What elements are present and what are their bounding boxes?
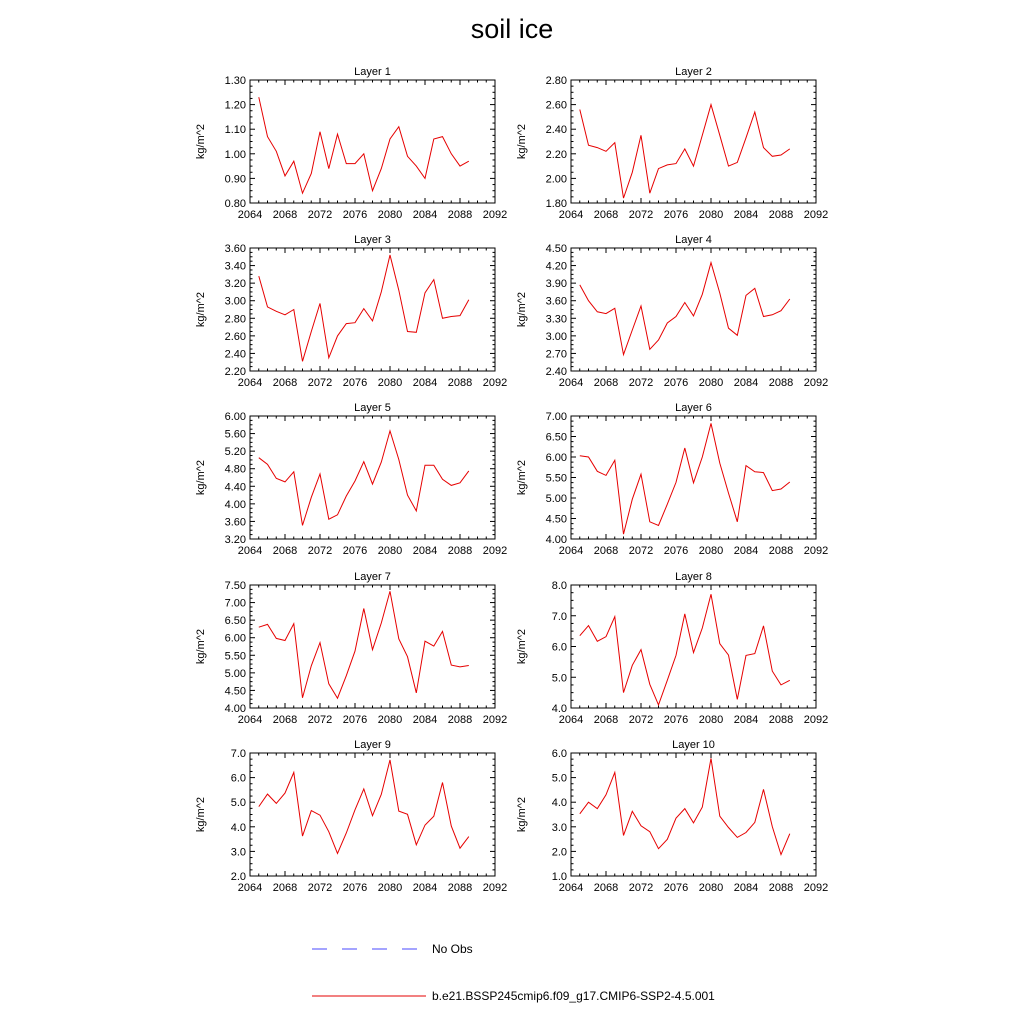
- layer-7-ytick-label: 6.00: [224, 632, 246, 645]
- layer-3-xtick-label: 2076: [342, 377, 368, 389]
- layer-4-ytick-label: 3.60: [545, 295, 567, 308]
- layer-4-xtick-label: 2072: [628, 377, 654, 389]
- layer-7-xtick-label: 2072: [307, 714, 333, 726]
- layer-1-xtick-label: 2064: [237, 209, 263, 221]
- layer-7-xtick-label: 2092: [482, 714, 508, 726]
- layer-10-xtick-label: 2088: [768, 882, 794, 894]
- layer-9-ytick-label: 7.0: [230, 748, 246, 760]
- layer-9-ytick-label: 2.0: [230, 871, 246, 883]
- layer-3-ytick-label: 3.00: [224, 295, 246, 308]
- layer-5-ylabel: kg/m^2: [195, 459, 207, 496]
- layer-4-title: Layer 4: [675, 234, 712, 246]
- layer-10-xtick-label: 2092: [803, 882, 829, 894]
- layer-1-xtick-label: 2068: [272, 209, 298, 221]
- layer-5-xtick-label: 2068: [272, 545, 298, 557]
- layer-7-xtick-label: 2076: [342, 714, 368, 726]
- layer-1-ytick-label: 1.20: [224, 99, 246, 112]
- layer-7-ytick-label: 4.00: [224, 703, 246, 715]
- layer-3-ytick-label: 2.80: [224, 313, 246, 326]
- layer-2-ytick-label: 2.80: [545, 75, 567, 87]
- layer-10-ytick-label: 6.0: [551, 748, 567, 760]
- layer-10-ytick-label: 1.0: [551, 871, 567, 883]
- layer-3-xtick-label: 2084: [412, 377, 438, 389]
- layer-6-xtick-label: 2076: [663, 545, 689, 557]
- layer-2-title: Layer 2: [675, 66, 712, 78]
- layer-7-xtick-label: 2068: [272, 714, 298, 726]
- layer-2-xtick-label: 2072: [628, 209, 654, 221]
- layer-6-xtick-label: 2064: [558, 545, 584, 557]
- layer-1-xtick-label: 2080: [377, 209, 403, 221]
- layer-7-xtick-label: 2084: [412, 714, 438, 726]
- layer-6-xtick-label: 2088: [768, 545, 794, 557]
- layer-8-ytick-label: 4.0: [551, 703, 567, 715]
- layer-9-ytick-label: 4.0: [230, 821, 246, 834]
- legend-obs-label: No Obs: [432, 942, 473, 956]
- layer-1-ylabel: kg/m^2: [195, 123, 207, 160]
- layer-5-ytick-label: 5.20: [224, 446, 246, 459]
- layer-9-xtick-label: 2088: [447, 882, 473, 894]
- layer-7-xtick-label: 2064: [237, 714, 263, 726]
- layer-7-xtick-label: 2088: [447, 714, 473, 726]
- layer-8-ytick-label: 7.0: [551, 610, 567, 623]
- layer-2-xtick-label: 2084: [733, 209, 759, 221]
- layer-10-ytick-label: 3.0: [551, 821, 567, 834]
- layer-8-ytick-label: 5.0: [551, 672, 567, 685]
- layer-7-title: Layer 7: [354, 571, 391, 583]
- layer-4-ylabel: kg/m^2: [516, 291, 528, 328]
- layer-3-ytick-label: 3.20: [224, 278, 246, 291]
- layer-4-xtick-label: 2068: [593, 377, 619, 389]
- layer-1-ytick-label: 1.10: [224, 124, 246, 137]
- layer-5-ytick-label: 4.40: [224, 481, 246, 494]
- layer-2-ylabel: kg/m^2: [516, 123, 528, 160]
- layer-5-xtick-label: 2064: [237, 545, 263, 557]
- layer-10-xtick-label: 2072: [628, 882, 654, 894]
- layer-9-xtick-label: 2068: [272, 882, 298, 894]
- layer-9-ytick-label: 3.0: [230, 846, 246, 859]
- layer-8-ytick-label: 6.0: [551, 641, 567, 654]
- layer-3-ylabel: kg/m^2: [195, 291, 207, 328]
- layer-9-ylabel: kg/m^2: [195, 796, 207, 833]
- layer-2-ytick-label: 2.00: [545, 173, 567, 186]
- layer-1-xtick-label: 2084: [412, 209, 438, 221]
- layer-5-xtick-label: 2084: [412, 545, 438, 557]
- layer-10-xtick-label: 2084: [733, 882, 759, 894]
- layer-4-xtick-label: 2080: [698, 377, 724, 389]
- layer-5-xtick-label: 2088: [447, 545, 473, 557]
- layer-4-xtick-label: 2064: [558, 377, 584, 389]
- layer-6-xtick-label: 2068: [593, 545, 619, 557]
- layer-1-title: Layer 1: [354, 66, 391, 78]
- layer-2-xtick-label: 2076: [663, 209, 689, 221]
- layer-9-ytick-label: 5.0: [230, 797, 246, 810]
- layer-6-ytick-label: 4.00: [545, 534, 567, 546]
- layer-3-xtick-label: 2068: [272, 377, 298, 389]
- layer-2-xtick-label: 2092: [803, 209, 829, 221]
- layer-3-ytick-label: 2.60: [224, 330, 246, 343]
- layer-5-ytick-label: 3.60: [224, 516, 246, 529]
- layer-8-title: Layer 8: [675, 571, 712, 583]
- chart-title: soil ice: [470, 14, 554, 44]
- layer-6-ytick-label: 5.00: [545, 493, 567, 505]
- layer-8-ytick-label: 8.0: [551, 580, 567, 592]
- layer-6-ytick-label: 4.50: [545, 513, 567, 526]
- layer-7-ytick-label: 5.50: [224, 650, 246, 663]
- layer-9-xtick-label: 2072: [307, 882, 333, 894]
- layer-2-xtick-label: 2080: [698, 209, 724, 221]
- layer-8-xtick-label: 2068: [593, 714, 619, 726]
- layer-3-xtick-label: 2080: [377, 377, 403, 389]
- layer-8-xtick-label: 2084: [733, 714, 759, 726]
- layer-8-xtick-label: 2072: [628, 714, 654, 726]
- layer-3-xtick-label: 2072: [307, 377, 333, 389]
- layer-4-xtick-label: 2092: [803, 377, 829, 389]
- layer-3-ytick-label: 3.40: [224, 260, 246, 273]
- layer-4-xtick-label: 2088: [768, 377, 794, 389]
- layer-7-ytick-label: 7.50: [224, 580, 246, 592]
- layer-6-ytick-label: 6.00: [545, 452, 567, 464]
- layer-6-ytick-label: 5.50: [545, 472, 567, 485]
- layer-7-ylabel: kg/m^2: [195, 628, 207, 665]
- layer-6-xtick-label: 2084: [733, 545, 759, 557]
- layer-3-ytick-label: 3.60: [224, 243, 246, 255]
- layer-10-ytick-label: 2.0: [551, 846, 567, 859]
- layer-4-ytick-label: 3.00: [545, 330, 567, 343]
- layer-8-xtick-label: 2092: [803, 714, 829, 726]
- layer-10-title: Layer 10: [672, 739, 715, 751]
- layer-7-ytick-label: 5.00: [224, 667, 246, 680]
- legend-model-label: b.e21.BSSP245cmip6.f09_g17.CMIP6-SSP2-4.5.001: [432, 989, 715, 1003]
- layer-3-ytick-label: 2.20: [224, 366, 246, 378]
- layer-2-xtick-label: 2064: [558, 209, 584, 221]
- layer-10-xtick-label: 2068: [593, 882, 619, 894]
- layer-5-title: Layer 5: [354, 402, 391, 414]
- layer-9-xtick-label: 2092: [482, 882, 508, 894]
- layer-8-xtick-label: 2064: [558, 714, 584, 726]
- layer-9-xtick-label: 2084: [412, 882, 438, 894]
- layer-7-ytick-label: 4.50: [224, 685, 246, 698]
- layer-6-xtick-label: 2080: [698, 545, 724, 557]
- layer-5-xtick-label: 2080: [377, 545, 403, 557]
- layer-5-xtick-label: 2092: [482, 545, 508, 557]
- layer-8-xtick-label: 2088: [768, 714, 794, 726]
- layer-5-xtick-label: 2072: [307, 545, 333, 557]
- layer-4-ytick-label: 2.40: [545, 366, 567, 378]
- layer-3-xtick-label: 2064: [237, 377, 263, 389]
- layer-2-ytick-label: 2.60: [545, 99, 567, 112]
- layer-1-ytick-label: 1.30: [224, 75, 246, 87]
- layer-6-title: Layer 6: [675, 402, 712, 414]
- layer-9-ytick-label: 6.0: [230, 772, 246, 785]
- layer-2-xtick-label: 2068: [593, 209, 619, 221]
- layer-6-xtick-label: 2072: [628, 545, 654, 557]
- layer-9-title: Layer 9: [354, 739, 391, 751]
- layer-1-ytick-label: 0.80: [224, 198, 246, 210]
- layer-7-ytick-label: 7.00: [224, 597, 246, 610]
- layer-9-xtick-label: 2076: [342, 882, 368, 894]
- layer-2-xtick-label: 2088: [768, 209, 794, 221]
- layer-2-ytick-label: 2.40: [545, 124, 567, 137]
- layer-6-xtick-label: 2092: [803, 545, 829, 557]
- layer-4-ytick-label: 2.70: [545, 348, 567, 361]
- layer-1-xtick-label: 2072: [307, 209, 333, 221]
- layer-5-ytick-label: 6.00: [224, 411, 246, 423]
- layer-1-ytick-label: 0.90: [224, 173, 246, 186]
- layer-2-ytick-label: 1.80: [545, 198, 567, 210]
- layer-5-ytick-label: 4.80: [224, 463, 246, 476]
- layer-9-xtick-label: 2064: [237, 882, 263, 894]
- layer-10-ytick-label: 4.0: [551, 797, 567, 810]
- layer-8-ylabel: kg/m^2: [516, 628, 528, 665]
- layer-4-ytick-label: 4.20: [545, 260, 567, 273]
- layer-4-ytick-label: 3.90: [545, 278, 567, 291]
- layer-4-ytick-label: 3.30: [545, 313, 567, 326]
- layer-5-ytick-label: 3.20: [224, 534, 246, 546]
- layer-8-xtick-label: 2080: [698, 714, 724, 726]
- layer-2-ytick-label: 2.20: [545, 148, 567, 161]
- layer-3-title: Layer 3: [354, 234, 391, 246]
- layer-4-xtick-label: 2084: [733, 377, 759, 389]
- layer-10-ylabel: kg/m^2: [516, 796, 528, 833]
- layer-3-xtick-label: 2088: [447, 377, 473, 389]
- layer-1-xtick-label: 2088: [447, 209, 473, 221]
- layer-7-xtick-label: 2080: [377, 714, 403, 726]
- layer-10-xtick-label: 2076: [663, 882, 689, 894]
- layer-5-xtick-label: 2076: [342, 545, 368, 557]
- layer-8-xtick-label: 2076: [663, 714, 689, 726]
- layer-6-ytick-label: 6.50: [545, 431, 567, 444]
- layer-4-xtick-label: 2076: [663, 377, 689, 389]
- layer-6-ytick-label: 7.00: [545, 411, 567, 423]
- layer-4-ytick-label: 4.50: [545, 243, 567, 255]
- layer-10-xtick-label: 2064: [558, 882, 584, 894]
- layer-5-ytick-label: 4.00: [224, 498, 246, 511]
- layer-9-xtick-label: 2080: [377, 882, 403, 894]
- layer-10-ytick-label: 5.0: [551, 772, 567, 785]
- layer-1-xtick-label: 2092: [482, 209, 508, 221]
- layer-5-ytick-label: 5.60: [224, 428, 246, 441]
- layer-6-ylabel: kg/m^2: [516, 459, 528, 496]
- layer-3-ytick-label: 2.40: [224, 348, 246, 361]
- layer-10-xtick-label: 2080: [698, 882, 724, 894]
- layer-1-xtick-label: 2076: [342, 209, 368, 221]
- layer-3-xtick-label: 2092: [482, 377, 508, 389]
- layer-7-ytick-label: 6.50: [224, 615, 246, 628]
- layer-1-ytick-label: 1.00: [224, 148, 246, 161]
